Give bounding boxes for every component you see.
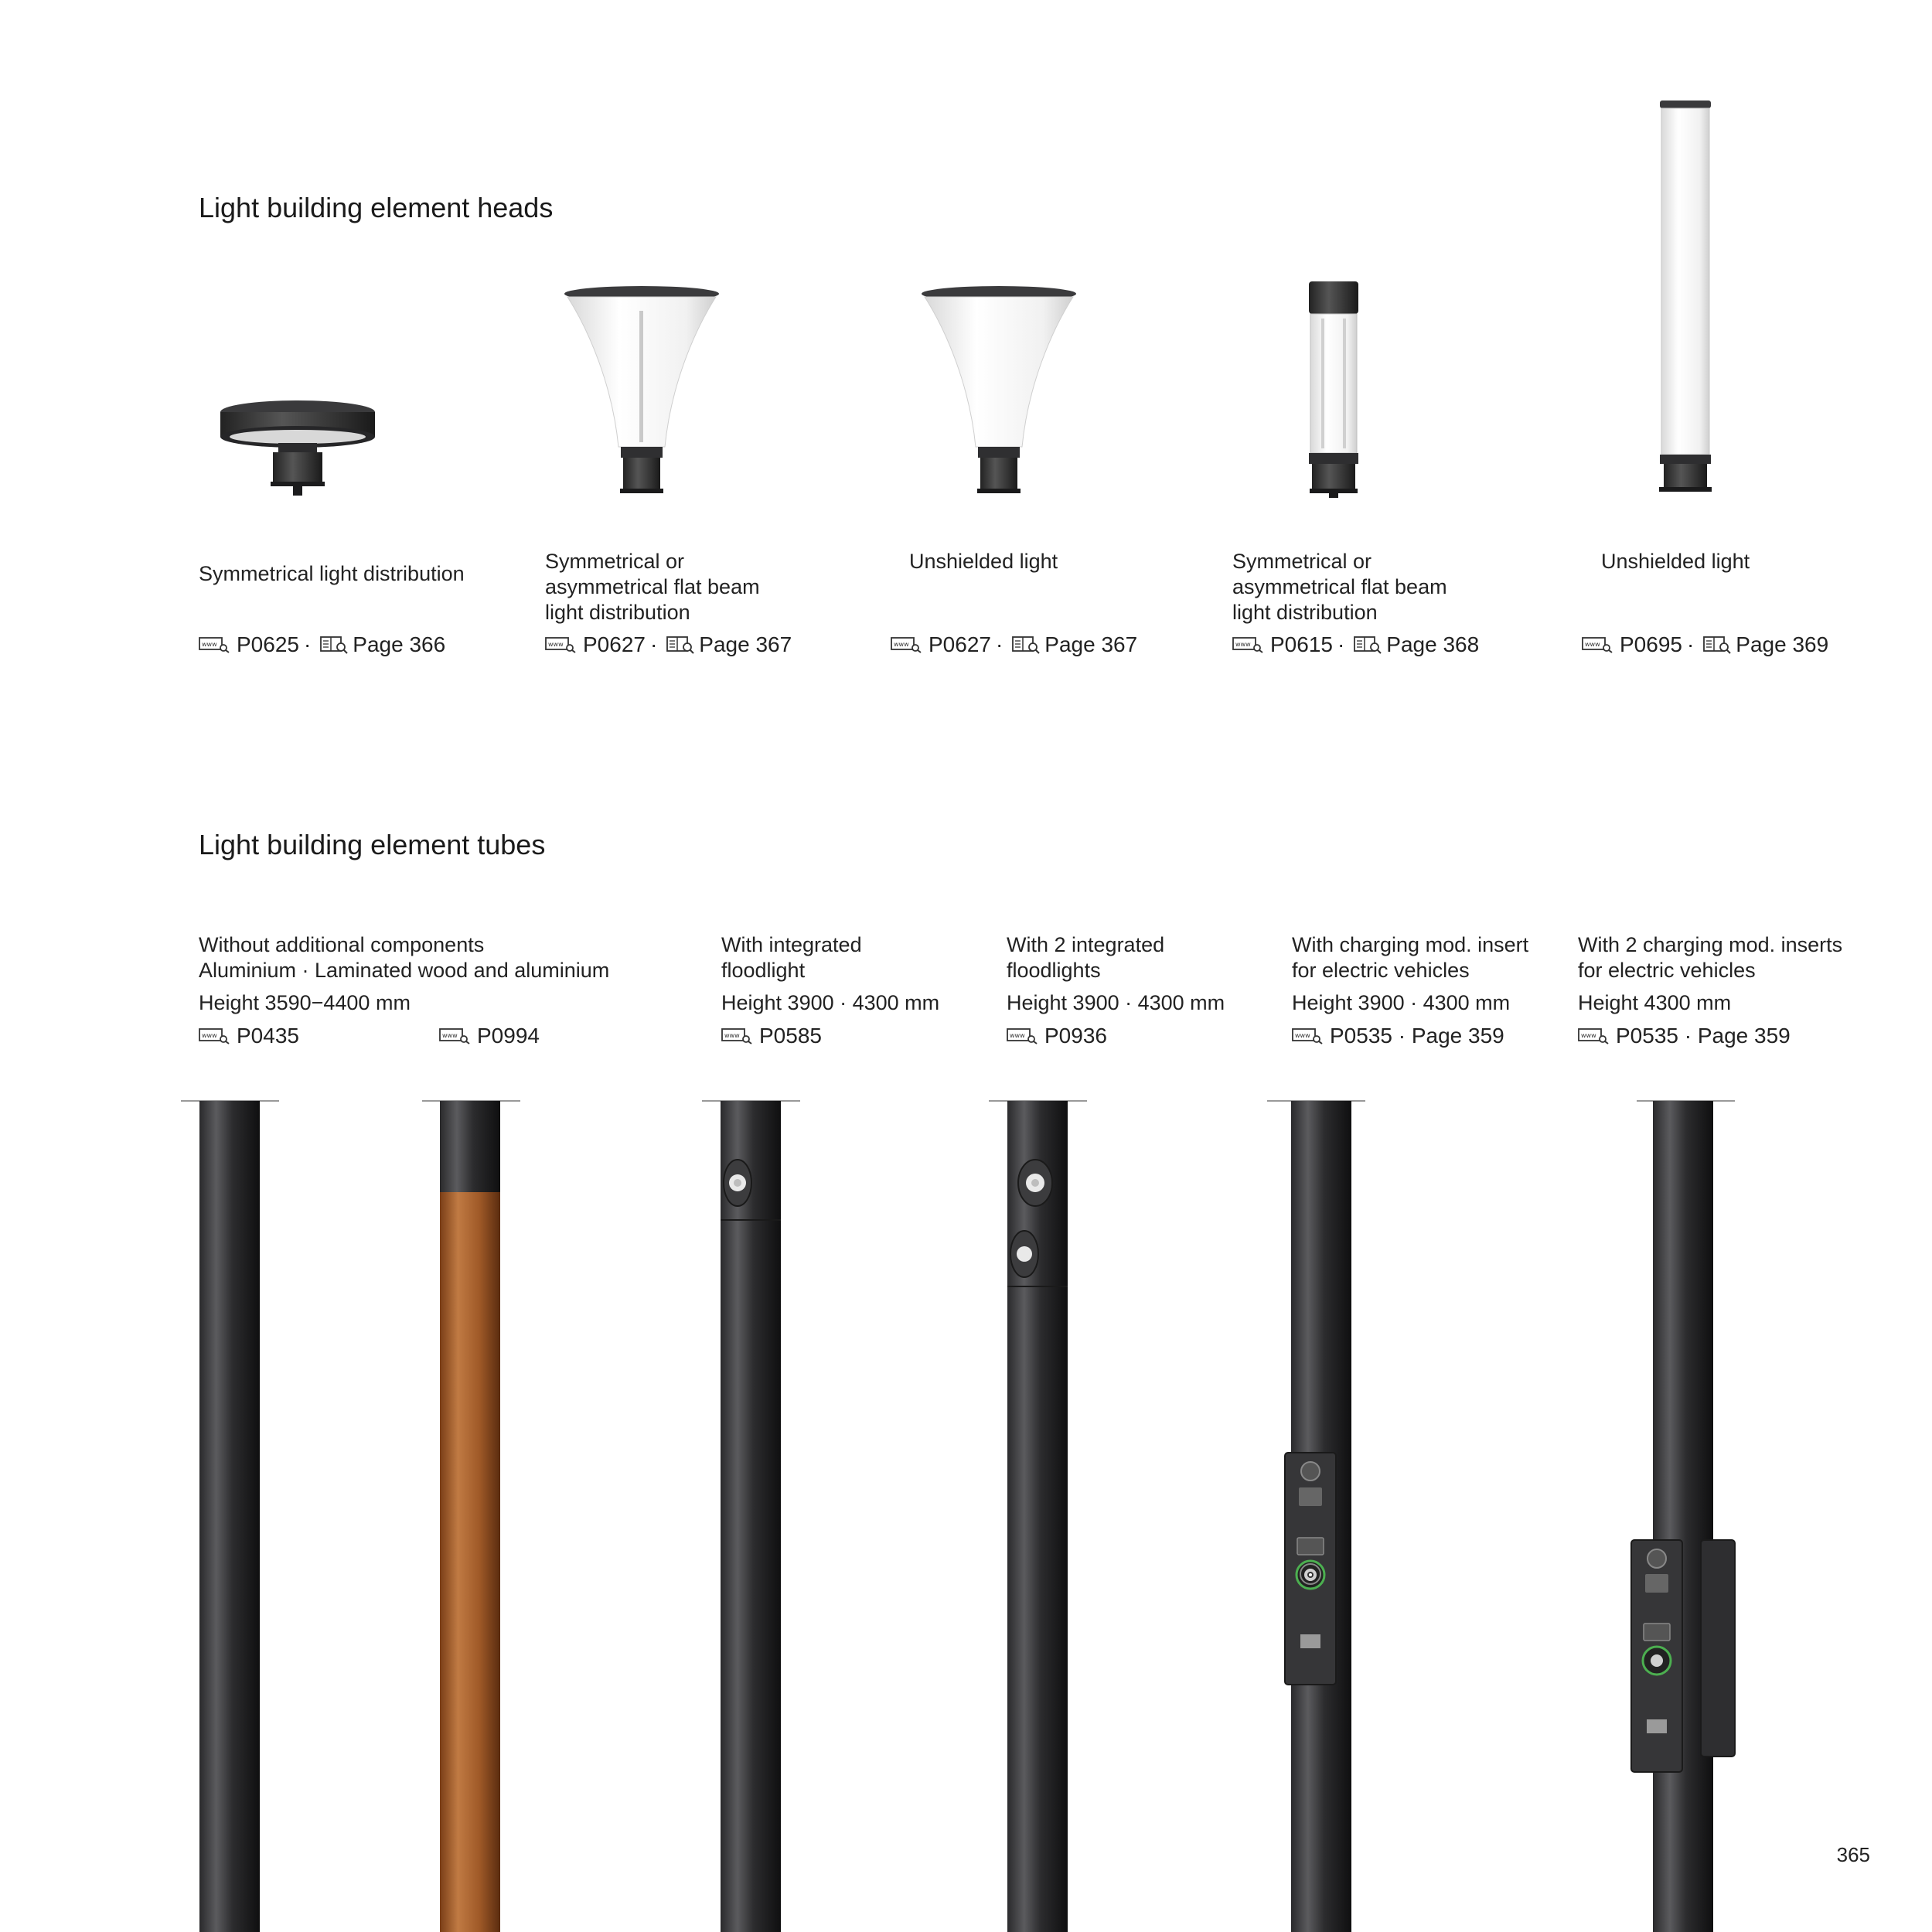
www-search-icon[interactable] <box>199 636 230 653</box>
tube-1-code-aluminium[interactable]: P0435 <box>237 1024 299 1048</box>
head-5-reference <box>1582 632 1828 657</box>
tube-4-reference <box>1292 1024 1504 1048</box>
www-search-icon[interactable] <box>891 636 922 653</box>
tube-2-line1: With integrated <box>721 933 862 956</box>
svg-text:www: www <box>1581 1032 1596 1039</box>
head-3-description: Unshielded light <box>909 550 1058 573</box>
head-5-page-link[interactable]: Page 369 <box>1736 632 1829 656</box>
wood-pole-image <box>440 1101 502 1932</box>
separator: · <box>995 632 1003 656</box>
catalogue-search-icon[interactable] <box>320 635 348 654</box>
svg-text:www: www <box>202 1032 217 1039</box>
www-search-icon[interactable] <box>1578 1027 1609 1044</box>
flared-head-with-rod-image <box>563 285 721 497</box>
tube-1-line2: Aluminium · Laminated wood and aluminium <box>199 959 610 982</box>
tube-3-code[interactable]: P0936 <box>1044 1024 1107 1048</box>
tube-4-line1: With charging mod. insert <box>1292 933 1529 956</box>
tube-3-line1: With 2 integrated <box>1007 933 1165 956</box>
head-4-reference <box>1232 632 1479 657</box>
tube-5-reference <box>1578 1024 1791 1048</box>
separator: · <box>1686 632 1695 656</box>
head-5-description: Unshielded light <box>1601 550 1750 573</box>
svg-text:www: www <box>202 641 217 648</box>
tube-5-code[interactable]: P0535 · Page 359 <box>1616 1024 1791 1048</box>
tube-3-height: Height 3900 · 4300 mm <box>1007 991 1225 1014</box>
www-search-icon[interactable] <box>199 1027 230 1044</box>
www-search-icon[interactable] <box>545 636 576 653</box>
catalogue-search-icon[interactable] <box>1012 635 1040 654</box>
tube-1-line1: Without additional components <box>199 933 485 956</box>
charging-module-rear <box>1701 1540 1735 1757</box>
tube-2-height: Height 3900 · 4300 mm <box>721 991 940 1014</box>
separator: · <box>303 632 312 656</box>
charging-pole-image <box>1283 1101 1392 1932</box>
separator: · <box>649 632 658 656</box>
catalogue-search-icon[interactable] <box>1703 635 1731 654</box>
www-search-icon[interactable] <box>721 1027 752 1044</box>
tube-5-info <box>1578 932 1842 1016</box>
svg-text:www: www <box>724 1032 740 1039</box>
tube-3-line2: floodlights <box>1007 959 1101 982</box>
heads-section-title: Light building element heads <box>199 192 554 223</box>
head-4-page-link[interactable]: Page 368 <box>1386 632 1480 656</box>
aluminium-pole-image <box>199 1101 261 1932</box>
head-2-reference <box>545 632 792 657</box>
tube-1-reference-wood <box>439 1024 540 1048</box>
www-search-icon[interactable] <box>1292 1027 1323 1044</box>
glass-cylinder-head-image <box>1303 280 1365 500</box>
svg-text:www: www <box>1585 641 1600 648</box>
tube-4-line2: for electric vehicles <box>1292 959 1470 982</box>
head-2-code[interactable]: P0627 <box>583 632 646 656</box>
tube-2-info <box>721 932 939 1016</box>
page-number: 365 <box>1836 1843 1870 1866</box>
head-1-reference <box>199 632 445 657</box>
tube-1-info <box>199 932 609 1016</box>
catalogue-search-icon[interactable] <box>666 635 694 654</box>
tube-4-code[interactable]: P0535 · Page 359 <box>1330 1024 1504 1048</box>
tube-2-code[interactable]: P0585 <box>759 1024 822 1048</box>
tube-2-reference <box>721 1024 822 1048</box>
www-search-icon[interactable] <box>1582 636 1613 653</box>
tall-opal-column-head-image <box>1654 99 1716 497</box>
tube-5-line1: With 2 charging mod. inserts <box>1578 933 1843 956</box>
www-search-icon[interactable] <box>439 1027 470 1044</box>
head-3-reference <box>891 632 1137 657</box>
disc-head-image <box>209 398 387 503</box>
svg-text:www: www <box>548 641 564 648</box>
head-3-page-link[interactable]: Page 367 <box>1044 632 1138 656</box>
head-1-description: Symmetrical light distribution <box>199 562 465 585</box>
tubes-section-title: Light building element tubes <box>199 829 546 860</box>
tube-3-info <box>1007 932 1225 1016</box>
www-search-icon[interactable] <box>1232 636 1263 653</box>
tube-5-height: Height 4300 mm <box>1578 991 1732 1014</box>
status-display <box>1645 1574 1668 1593</box>
head-1-code[interactable]: P0625 <box>237 632 299 656</box>
svg-text:www: www <box>1235 641 1251 648</box>
svg-text:www: www <box>1010 1032 1025 1039</box>
tube-1-reference <box>199 1024 299 1048</box>
www-search-icon[interactable] <box>1007 1027 1038 1044</box>
tube-5-line2: for electric vehicles <box>1578 959 1756 982</box>
head-4-code[interactable]: P0615 <box>1270 632 1333 656</box>
svg-text:www: www <box>894 641 909 648</box>
svg-text:www: www <box>442 1032 458 1039</box>
double-charging-pole-image <box>1630 1101 1746 1932</box>
flared-head-image <box>920 285 1078 497</box>
floodlight-pole-image <box>721 1101 782 1932</box>
head-2-description: Symmetrical or asymmetrical flat beam light distribution <box>545 550 760 624</box>
tube-3-reference <box>1007 1024 1107 1048</box>
tube-4-height: Height 3900 · 4300 mm <box>1292 991 1511 1014</box>
head-5-code[interactable]: P0695 <box>1620 632 1682 656</box>
head-2-page-link[interactable]: Page 367 <box>699 632 792 656</box>
tube-1-code-wood[interactable]: P0994 <box>477 1024 540 1048</box>
double-floodlight-pole-image <box>1007 1101 1069 1932</box>
svg-text:www: www <box>1295 1032 1310 1039</box>
head-4-description: Symmetrical or asymmetrical flat beam light distribution <box>1232 550 1447 624</box>
head-3-code[interactable]: P0627 <box>929 632 991 656</box>
catalogue-search-icon[interactable] <box>1354 635 1382 654</box>
status-display <box>1299 1487 1322 1506</box>
head-1-page-link[interactable]: Page 366 <box>353 632 446 656</box>
tube-1-height: Height 3590−4400 mm <box>199 991 411 1014</box>
separator: · <box>1337 632 1345 656</box>
tube-2-line2: floodlight <box>721 959 806 982</box>
tube-4-info <box>1292 932 1528 1016</box>
